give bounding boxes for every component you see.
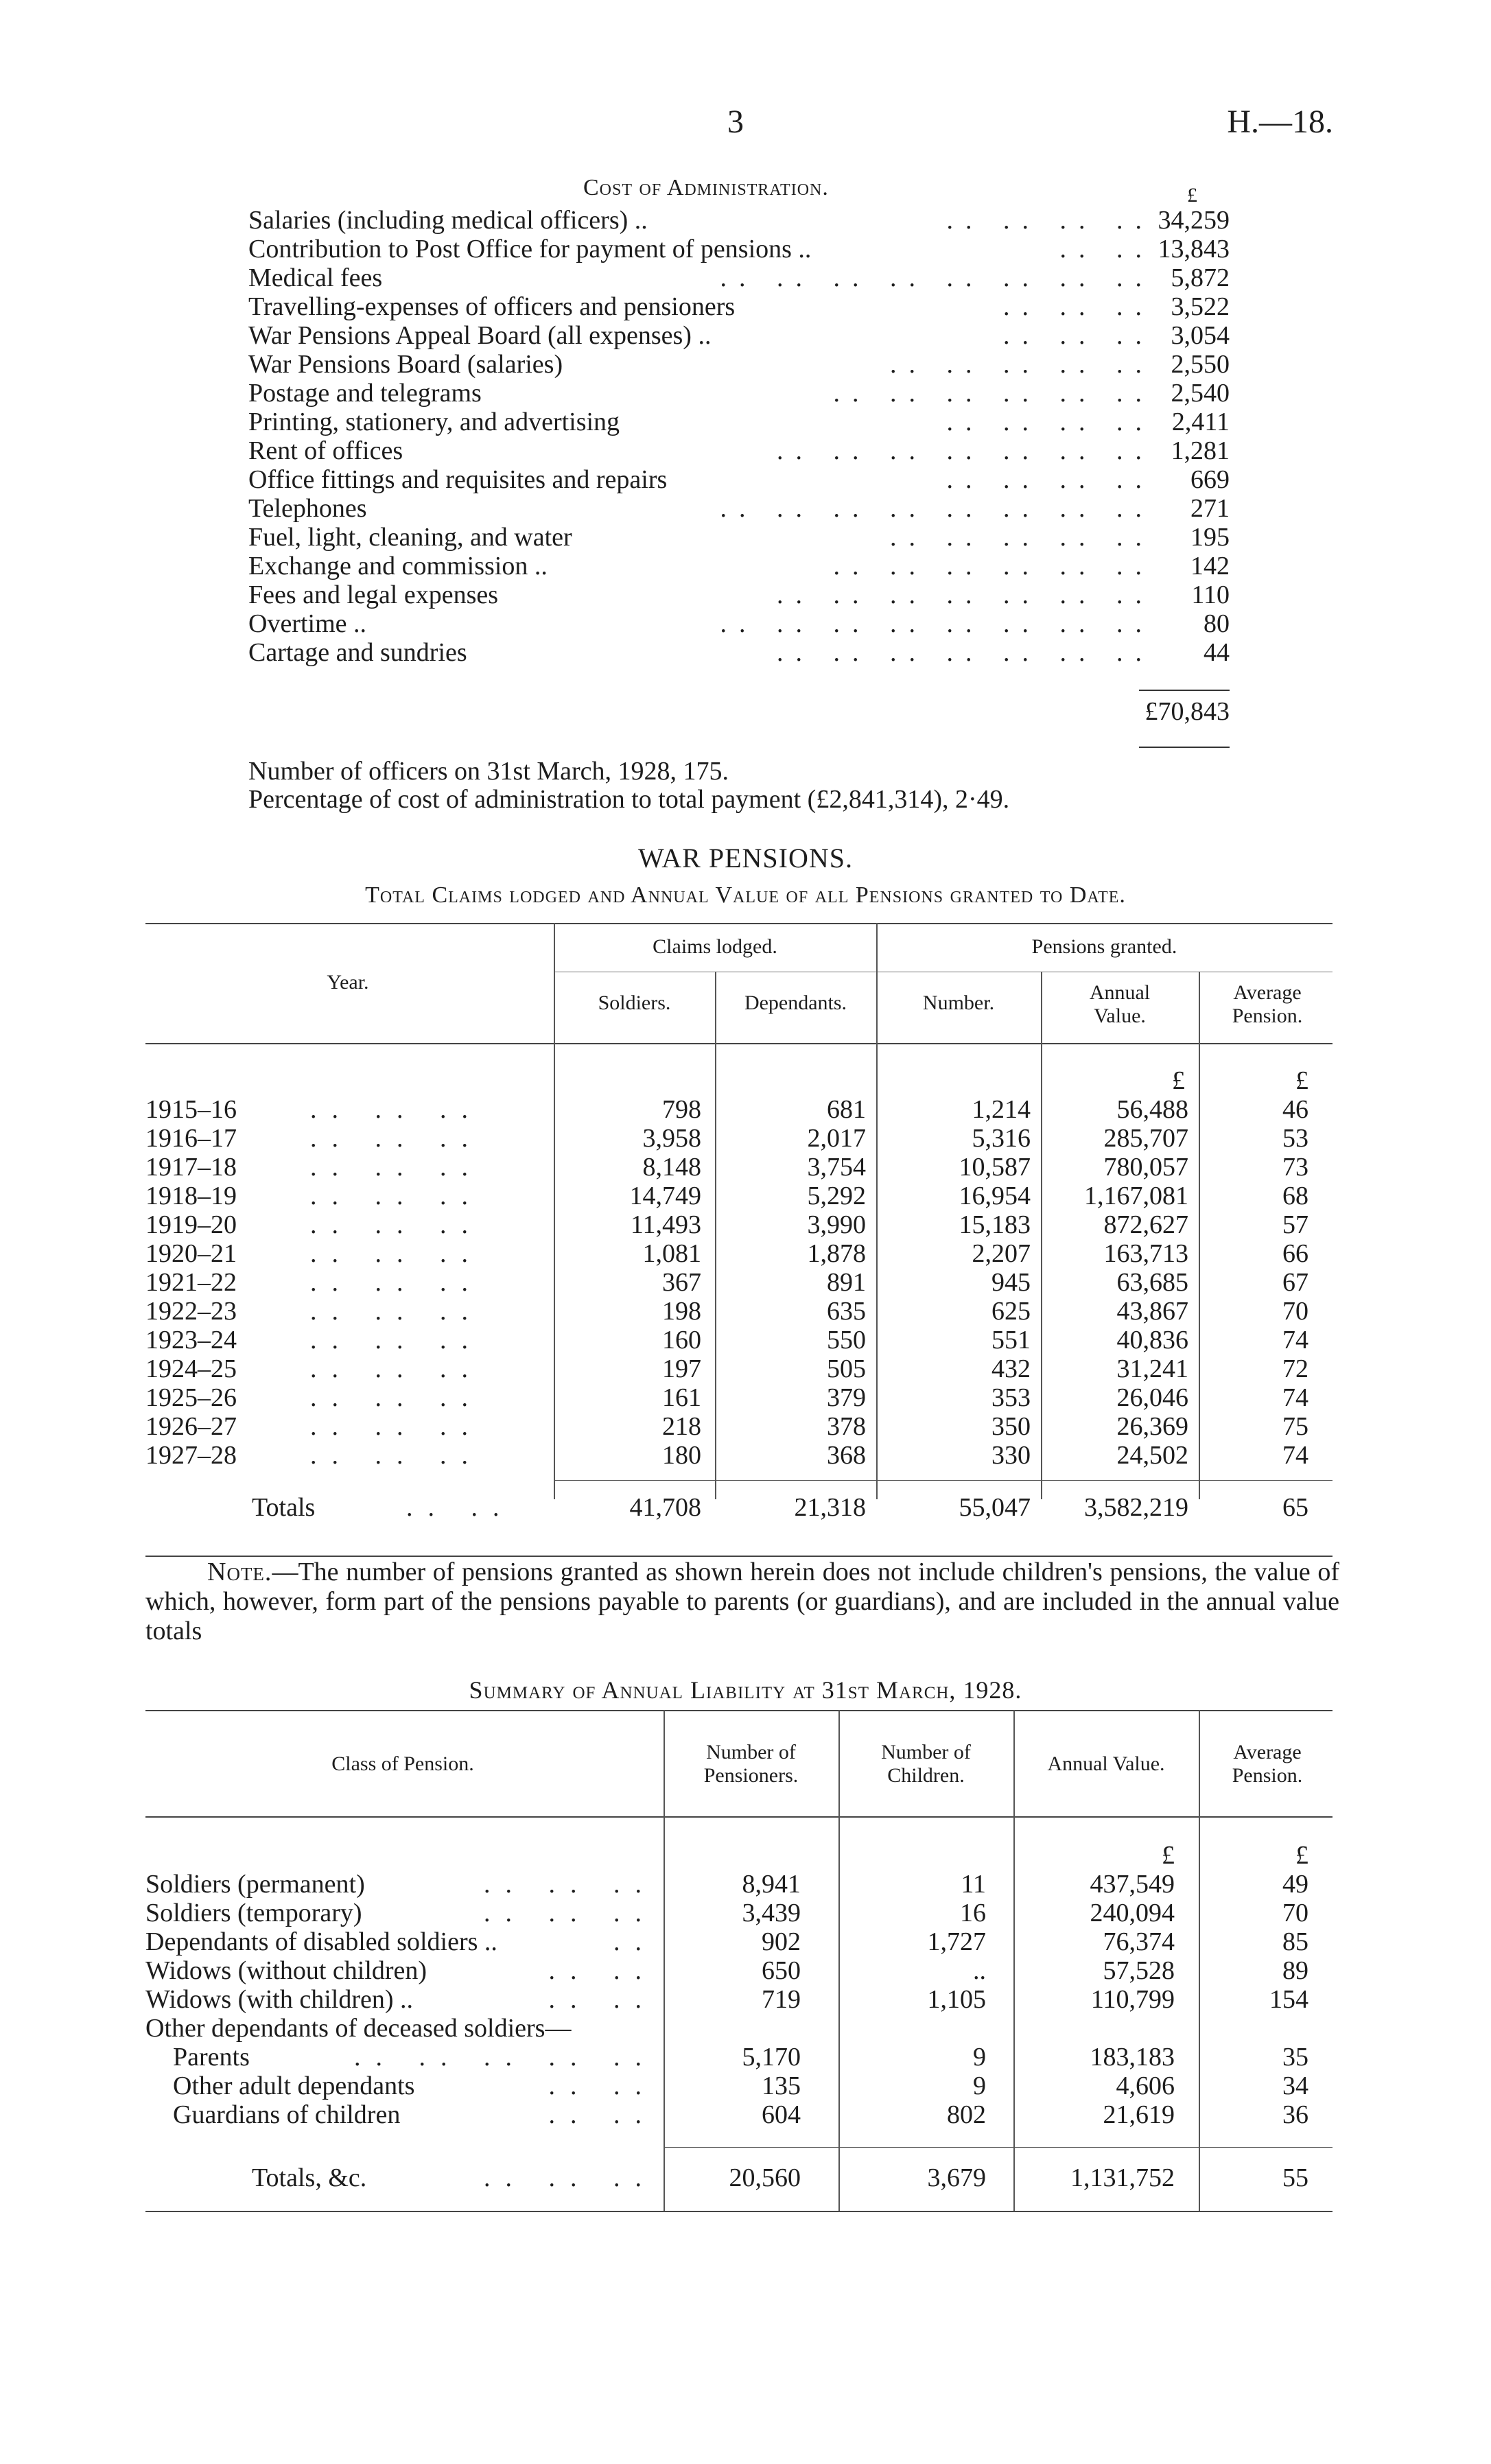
cost-item <box>248 465 1236 494</box>
header-children: Number of Children. <box>881 1741 971 1787</box>
table-row-year: 1923–24 <box>145 1326 237 1354</box>
summary-cell-annual: 183,183 <box>1090 2043 1175 2072</box>
table-header-rule <box>145 1043 1332 1044</box>
summary-cell-annual: 4,606 <box>1116 2072 1175 2100</box>
table-cell-annual: 1,167,081 <box>1084 1182 1188 1210</box>
totals-cell-average: 65 <box>1282 1493 1308 1522</box>
totals-label: Totals <box>252 1493 316 1522</box>
summary-cell-pensioners: 3,439 <box>742 1899 801 1927</box>
summary-cell-children: 802 <box>947 2100 986 2129</box>
table-cell-dependants: 379 <box>827 1383 866 1412</box>
note-text: —The number of pensions granted as shown herein does not include children's pensions, the value of which, however, form part of the pensions payable to parents (or guardians), and are included in the annual value totals <box>145 1558 1339 1645</box>
cost-item-leader: .. .. .. .. <box>946 465 1154 494</box>
table-row-leader: .. .. .. <box>310 1095 483 1124</box>
war-pensions-subtitle: Total Claims lodged and Annual Value of all Pensions granted to Date. <box>365 882 1126 908</box>
summary-row-label: Widows (with children) .. <box>145 1985 414 2014</box>
summary-totals-average: 55 <box>1282 2163 1308 2192</box>
cost-total-underline <box>1139 747 1230 748</box>
table-cell-soldiers: 198 <box>662 1297 701 1326</box>
summary-cell-pensioners: 135 <box>762 2072 801 2100</box>
summary-row-label: Guardians of children <box>173 2100 401 2129</box>
cost-item-value: 271 <box>1190 494 1230 523</box>
cost-item-value: 110 <box>1191 580 1230 609</box>
table-row-year: 1927–28 <box>145 1441 237 1470</box>
summary-cell-children: 9 <box>973 2043 986 2072</box>
summary-row-label: Soldiers (permanent) <box>145 1870 365 1899</box>
summary-cell-average: 154 <box>1269 1985 1308 2014</box>
table-cell-annual: 780,057 <box>1103 1153 1188 1182</box>
table-cell-number: 432 <box>991 1354 1031 1383</box>
table-cell-dependants: 3,990 <box>807 1210 866 1239</box>
cost-item-label: Rent of offices <box>248 436 403 465</box>
table-row-leader: .. .. .. <box>310 1239 483 1268</box>
cost-item <box>248 235 1236 263</box>
table-cell-soldiers: 1,081 <box>642 1239 701 1268</box>
percentage-text: Percentage of cost of administration to total payment (£2,841,314), 2·49. <box>248 785 1010 814</box>
cost-item-value: 195 <box>1190 523 1230 552</box>
summary-cell-children: 1,105 <box>927 1985 986 2014</box>
cost-item-value: 142 <box>1190 552 1230 580</box>
summary-row-leader: .. .. <box>548 2072 657 2100</box>
table-bottom-rule <box>145 1556 1332 1557</box>
summary-row-label: Dependants of disabled soldiers .. <box>145 1927 497 1956</box>
header-year: Year. <box>327 971 369 994</box>
cost-item-label: War Pensions Appeal Board (all expenses) .. <box>248 321 712 350</box>
cost-item-value: 3,054 <box>1171 321 1230 350</box>
header-annual-value: Annual Value. <box>1047 1752 1165 1775</box>
summary-cell-children: .. <box>973 1956 986 1985</box>
table-row-year: 1924–25 <box>145 1354 237 1383</box>
summary-row-leader: .. .. <box>548 1985 657 2014</box>
table-cell-dependants: 2,017 <box>807 1124 866 1153</box>
summary-cell-pensioners: 719 <box>762 1985 801 2014</box>
summary-row-leader: .. <box>613 1927 657 1956</box>
header-pensions-granted: Pensions granted. <box>1031 935 1177 958</box>
document-reference: H.—18. <box>1227 104 1333 140</box>
cost-total: £70,843 <box>1144 697 1230 726</box>
table-cell-dependants: 550 <box>827 1326 866 1354</box>
summary-cell-average: 35 <box>1282 2043 1308 2072</box>
cost-item-leader: .. .. .. .. <box>946 206 1154 235</box>
summary-cell-annual: 21,619 <box>1103 2100 1175 2129</box>
average-currency: £ <box>1295 1841 1308 1870</box>
table-cell-average: 70 <box>1282 1297 1308 1326</box>
table-cell-number: 16,954 <box>959 1182 1031 1210</box>
totals-rule <box>664 2147 1332 2148</box>
cost-item-leader: .. .. .. .. .. .. .. <box>777 638 1154 667</box>
cost-item-label: Contribution to Post Office for payment of pensions .. <box>248 235 812 263</box>
cost-item <box>248 638 1236 667</box>
table-cell-average: 46 <box>1282 1095 1308 1124</box>
summary-cell-average: 89 <box>1282 1956 1308 1985</box>
cost-item-leader: .. .. .. .. .. .. <box>833 379 1154 408</box>
cost-item <box>248 350 1236 379</box>
table-row-year: 1915–16 <box>145 1095 237 1124</box>
cost-item-value: 44 <box>1204 638 1230 667</box>
table-cell-annual: 31,241 <box>1116 1354 1188 1383</box>
table-cell-annual: 285,707 <box>1103 1124 1188 1153</box>
table-cell-number: 945 <box>991 1268 1031 1297</box>
summary-cell-average: 85 <box>1282 1927 1308 1956</box>
cost-item-value: 669 <box>1190 465 1230 494</box>
cost-item-label: Fees and legal expenses <box>248 580 499 609</box>
table-cell-number: 353 <box>991 1383 1031 1412</box>
table-row-year: 1926–27 <box>145 1412 237 1441</box>
table-cell-number: 330 <box>991 1441 1031 1470</box>
table-cell-average: 68 <box>1282 1182 1308 1210</box>
summary-cell-children: 16 <box>960 1899 986 1927</box>
table-row-leader: .. .. .. <box>310 1441 483 1470</box>
table-header-rule <box>145 1816 1332 1818</box>
header-average-pension: Average Pension. <box>1232 981 1303 1027</box>
table-cell-number: 2,207 <box>972 1239 1031 1268</box>
cost-item-label: Salaries (including medical officers) .. <box>248 206 648 235</box>
table-cell-annual: 63,685 <box>1116 1268 1188 1297</box>
totals-cell-number: 55,047 <box>959 1493 1031 1522</box>
summary-cell-annual: 110,799 <box>1090 1985 1175 2014</box>
summary-row-label: Other adult dependants <box>173 2072 415 2100</box>
cost-item-value: 13,843 <box>1158 235 1230 263</box>
table-cell-dependants: 5,292 <box>807 1182 866 1210</box>
cost-item-value: 2,411 <box>1171 408 1230 436</box>
cost-item-label: Telephones <box>248 494 367 523</box>
header-annual-value: Annual Value. <box>1089 981 1151 1027</box>
table-cell-annual: 163,713 <box>1103 1239 1188 1268</box>
table-cell-average: 53 <box>1282 1124 1308 1153</box>
table-row-leader: .. .. .. <box>310 1354 483 1383</box>
table-cell-dependants: 1,878 <box>807 1239 866 1268</box>
totals-cell-soldiers: 41,708 <box>629 1493 701 1522</box>
table-row-year: 1916–17 <box>145 1124 237 1153</box>
cost-item-label: Exchange and commission .. <box>248 552 548 580</box>
table-row-leader: .. .. .. <box>310 1182 483 1210</box>
table-cell-average: 74 <box>1282 1383 1308 1412</box>
summary-cell-average: 70 <box>1282 1899 1308 1927</box>
table-cell-annual: 26,046 <box>1116 1383 1188 1412</box>
table-cell-soldiers: 11,493 <box>630 1210 701 1239</box>
summary-row-leader: .. .. .. <box>484 1899 657 1927</box>
summary-cell-children: 9 <box>973 2072 986 2100</box>
summary-totals-children: 3,679 <box>927 2163 986 2192</box>
table-cell-number: 15,183 <box>959 1210 1031 1239</box>
header-class: Class of Pension. <box>331 1752 474 1775</box>
table-cell-annual: 43,867 <box>1116 1297 1188 1326</box>
cost-item <box>248 206 1236 235</box>
cost-item <box>248 379 1236 408</box>
table-cell-annual: 872,627 <box>1103 1210 1188 1239</box>
war-pensions-title: WAR PENSIONS. <box>637 843 854 873</box>
summary-cell-children: 11 <box>961 1870 986 1899</box>
table-cell-soldiers: 160 <box>662 1326 701 1354</box>
table-cell-average: 74 <box>1282 1326 1308 1354</box>
cost-item-leader: .. .. .. .. .. .. .. .. <box>720 609 1154 638</box>
summary-cell-pensioners: 5,170 <box>742 2043 801 2072</box>
cost-item-leader: .. .. .. .. .. .. <box>833 552 1154 580</box>
totals-cell-annual: 3,582,219 <box>1084 1493 1188 1522</box>
cost-item-leader: .. .. .. .. .. .. .. <box>777 436 1154 465</box>
summary-cell-annual: 240,094 <box>1090 1899 1175 1927</box>
table-row-year: 1918–19 <box>145 1182 237 1210</box>
table-row-leader: .. .. .. <box>310 1268 483 1297</box>
cost-item <box>248 263 1236 292</box>
table-cell-annual: 56,488 <box>1116 1095 1188 1124</box>
table-cell-average: 67 <box>1282 1268 1308 1297</box>
table-row-leader: .. .. .. <box>310 1383 483 1412</box>
table-cell-average: 75 <box>1282 1412 1308 1441</box>
cost-item-value: 5,872 <box>1171 263 1230 292</box>
header-number: Number. <box>922 992 995 1014</box>
table-row-leader: .. .. .. <box>310 1326 483 1354</box>
summary-cell-annual: 57,528 <box>1103 1956 1175 1985</box>
table-cell-annual: 26,369 <box>1116 1412 1188 1441</box>
summary-cell-pensioners: 650 <box>762 1956 801 1985</box>
table-cell-average: 72 <box>1282 1354 1308 1383</box>
table-top-rule <box>145 923 1332 924</box>
totals-leader: .. .. <box>406 1493 515 1522</box>
cost-item-label: Cartage and sundries <box>248 638 467 667</box>
table-cell-soldiers: 218 <box>662 1412 701 1441</box>
table-cell-dependants: 635 <box>827 1297 866 1326</box>
summary-totals-leader: .. .. .. <box>484 2163 657 2192</box>
note-paragraph <box>145 1558 1339 1646</box>
table-cell-average: 74 <box>1282 1441 1308 1470</box>
summary-cell-pensioners: 604 <box>762 2100 801 2129</box>
header-claims-lodged: Claims lodged. <box>653 935 777 958</box>
table-cell-dependants: 505 <box>827 1354 866 1383</box>
cost-item-label: War Pensions Board (salaries) <box>248 350 563 379</box>
summary-cell-annual: 437,549 <box>1090 1870 1175 1899</box>
cost-item <box>248 494 1236 523</box>
summary-cell-annual: 76,374 <box>1103 1927 1175 1956</box>
table-cell-number: 551 <box>991 1326 1031 1354</box>
cost-item-value: 1,281 <box>1171 436 1230 465</box>
cost-item-label: Printing, stationery, and advertising <box>248 408 620 436</box>
officers-count-text: Number of officers on 31st March, 1928, 175. <box>248 757 729 786</box>
cost-item-leader: .. .. .. .. .. <box>890 523 1154 552</box>
annual-currency: £ <box>1172 1066 1185 1095</box>
header-average: Average Pension. <box>1232 1741 1303 1787</box>
cost-item-label: Postage and telegrams <box>248 379 482 408</box>
cost-currency: £ <box>1187 184 1197 207</box>
table-row-year: 1917–18 <box>145 1153 237 1182</box>
table-cell-average: 57 <box>1282 1210 1308 1239</box>
table-cell-soldiers: 3,958 <box>642 1124 701 1153</box>
cost-item-value: 3,522 <box>1171 292 1230 321</box>
summary-row-label: Parents <box>173 2043 250 2072</box>
note-label: Note. <box>207 1558 272 1586</box>
header-soldiers: Soldiers. <box>598 992 671 1014</box>
table-cell-dependants: 891 <box>827 1268 866 1297</box>
table-cell-soldiers: 180 <box>662 1441 701 1470</box>
cost-item-value: 34,259 <box>1158 206 1230 235</box>
header-pensioners: Number of Pensioners. <box>703 1741 799 1787</box>
table-cell-soldiers: 798 <box>662 1095 701 1124</box>
cost-item <box>248 408 1236 436</box>
cost-item-leader: .. .. .. .. .. <box>890 350 1154 379</box>
cost-item-label: Overtime .. <box>248 609 367 638</box>
summary-row-leader: .. .. <box>548 1956 657 1985</box>
cost-item-leader: .. .. .. <box>1003 292 1154 321</box>
table-row-year: 1920–21 <box>145 1239 237 1268</box>
totals-cell-dependants: 21,318 <box>794 1493 866 1522</box>
table-cell-annual: 40,836 <box>1116 1326 1188 1354</box>
cost-item-leader: .. .. .. .. <box>946 408 1154 436</box>
cost-item <box>248 292 1236 321</box>
cost-item-label: Fuel, light, cleaning, and water <box>248 523 572 552</box>
summary-row-label: Soldiers (temporary) <box>145 1899 362 1927</box>
header-dependants: Dependants. <box>744 992 847 1014</box>
table-cell-dependants: 681 <box>827 1095 866 1124</box>
table-row-year: 1925–26 <box>145 1383 237 1412</box>
summary-cell-average: 36 <box>1282 2100 1308 2129</box>
table-row-leader: .. .. .. <box>310 1124 483 1153</box>
totals-rule <box>554 1480 1332 1481</box>
average-currency: £ <box>1295 1066 1308 1095</box>
summary-row-label: Other dependants of deceased soldiers— <box>145 2014 572 2043</box>
cost-item-label: Medical fees <box>248 263 383 292</box>
summary-totals-annual: 1,131,752 <box>1070 2163 1175 2192</box>
cost-item-value: 2,550 <box>1171 350 1230 379</box>
cost-item-label: Office fittings and requisites and repairs <box>248 465 668 494</box>
cost-item-leader: .. .. <box>1059 235 1154 263</box>
table-row-leader: .. .. .. <box>310 1297 483 1326</box>
cost-item-leader: .. .. .. <box>1003 321 1154 350</box>
table-bottom-rule <box>145 2211 1332 2212</box>
summary-row-label: Widows (without children) <box>145 1956 427 1985</box>
table-cell-soldiers: 14,749 <box>629 1182 701 1210</box>
table-row-year: 1921–22 <box>145 1268 237 1297</box>
table-row-leader: .. .. .. <box>310 1210 483 1239</box>
table-cell-number: 1,214 <box>972 1095 1031 1124</box>
summary-cell-average: 34 <box>1282 2072 1308 2100</box>
table-cell-number: 350 <box>991 1412 1031 1441</box>
cost-item <box>248 321 1236 350</box>
table-row-year: 1919–20 <box>145 1210 237 1239</box>
table-cell-soldiers: 197 <box>662 1354 701 1383</box>
table-row-year: 1922–23 <box>145 1297 237 1326</box>
cost-item <box>248 552 1236 580</box>
table-top-rule <box>145 1710 1332 1711</box>
table-cell-soldiers: 161 <box>662 1383 701 1412</box>
table-cell-number: 10,587 <box>959 1153 1031 1182</box>
cost-item <box>248 523 1236 552</box>
summary-row-leader: .. .. .. <box>484 1870 657 1899</box>
table-cell-dependants: 368 <box>827 1441 866 1470</box>
cost-item-value: 2,540 <box>1171 379 1230 408</box>
summary-cell-pensioners: 902 <box>762 1927 801 1956</box>
summary-row-leader: .. .. <box>548 2100 657 2129</box>
cost-item-label: Travelling-expenses of officers and pensioners <box>248 292 736 321</box>
summary-totals-pensioners: 20,560 <box>729 2163 801 2192</box>
annual-currency: £ <box>1162 1841 1175 1870</box>
table-cell-soldiers: 8,148 <box>642 1153 701 1182</box>
table-cell-soldiers: 367 <box>662 1268 701 1297</box>
summary-title: Summary of Annual Liability at 31st March, 1928. <box>469 1676 1022 1704</box>
cost-item-leader: .. .. .. .. .. .. .. <box>777 580 1154 609</box>
cost-heading: Cost of Administration. <box>583 175 829 200</box>
cost-item <box>248 609 1236 638</box>
cost-total-rule <box>1139 690 1230 691</box>
table-cell-number: 5,316 <box>972 1124 1031 1153</box>
cost-list <box>248 206 1236 667</box>
cost-item <box>248 436 1236 465</box>
cost-item-value: 80 <box>1204 609 1230 638</box>
summary-totals-label: Totals, &c. <box>252 2163 367 2192</box>
cost-item <box>248 580 1236 609</box>
table-cell-average: 66 <box>1282 1239 1308 1268</box>
table-cell-annual: 24,502 <box>1116 1441 1188 1470</box>
table-cell-dependants: 3,754 <box>807 1153 866 1182</box>
table-cell-dependants: 378 <box>827 1412 866 1441</box>
table-cell-number: 625 <box>991 1297 1031 1326</box>
table-cell-average: 73 <box>1282 1153 1308 1182</box>
table-row-leader: .. .. .. <box>310 1153 483 1182</box>
summary-cell-average: 49 <box>1282 1870 1308 1899</box>
summary-cell-pensioners: 8,941 <box>742 1870 801 1899</box>
summary-cell-children: 1,727 <box>927 1927 986 1956</box>
page-number: 3 <box>727 104 744 140</box>
summary-row-leader: .. .. .. .. .. <box>354 2043 657 2072</box>
cost-item-leader: .. .. .. .. .. .. .. .. <box>720 263 1154 292</box>
cost-item-leader: .. .. .. .. .. .. .. .. <box>720 494 1154 523</box>
table-row-leader: .. .. .. <box>310 1412 483 1441</box>
